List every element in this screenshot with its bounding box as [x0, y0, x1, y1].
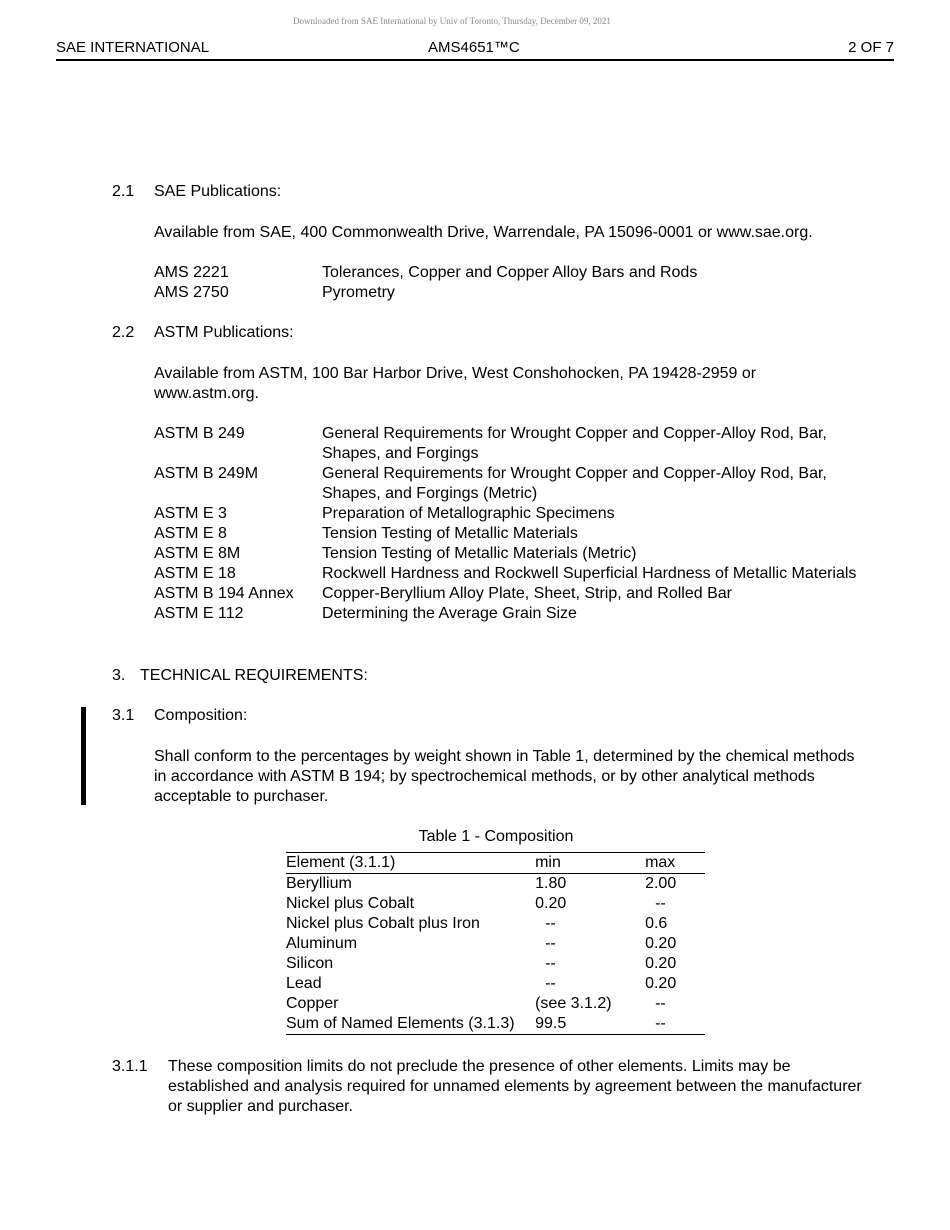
section-2-1-number: 2.1	[112, 183, 135, 200]
reference-title: General Requirements for Wrought Copper and Copper-Alloy Rod, Bar, Shapes, and Forgings (Metric)	[322, 465, 827, 502]
table-header-row	[286, 853, 705, 874]
section-3-1-1-text: These composition limits do not preclude the presence of other elements. Limits may be established and analysis required for unnamed elements by agreement between the manufacturer or supplier and purchaser.	[168, 1058, 862, 1115]
reference-title: Copper-Beryllium Alloy Plate, Sheet, Strip, and Rolled Bar	[322, 585, 732, 602]
table-caption: Table 1 - Composition	[418, 828, 574, 845]
max-cell: --	[645, 1014, 705, 1035]
table-row	[286, 974, 705, 994]
element-cell: Nickel plus Cobalt plus Iron	[286, 915, 480, 932]
min-cell: --	[545, 975, 556, 992]
table-row	[286, 1014, 705, 1035]
reference-row	[154, 564, 874, 584]
min-cell: --	[545, 955, 556, 972]
reference-title: Preparation of Metallographic Specimens	[322, 505, 615, 522]
reference-title: Pyrometry	[322, 284, 395, 301]
element-cell: Copper	[286, 995, 339, 1012]
column-header-min: min	[535, 853, 645, 874]
reference-code: AMS 2221	[154, 264, 229, 281]
element-cell: Aluminum	[286, 935, 358, 952]
section-2-2-availability: Available from ASTM, 100 Bar Harbor Drive, West Conshohocken, PA 19428-2959 or www.astm.org.	[154, 365, 757, 402]
section-3-1-1-number: 3.1.1	[112, 1058, 148, 1075]
max-cell: --	[655, 895, 666, 912]
header-page-number: 2 OF 7	[848, 39, 894, 56]
composition-table	[286, 852, 705, 1035]
min-cell: --	[545, 935, 556, 952]
reference-code: ASTM B 194 Annex	[154, 585, 294, 602]
min-cell: 0.20	[535, 895, 567, 912]
table-row	[286, 894, 705, 914]
reference-row	[154, 504, 874, 524]
min-cell: --	[545, 915, 556, 932]
table-row	[286, 874, 705, 895]
reference-title: Tension Testing of Metallic Materials	[322, 525, 578, 542]
revision-change-bar	[81, 707, 86, 805]
reference-title: Tolerances, Copper and Copper Alloy Bars and Rods	[322, 264, 698, 281]
element-cell: Silicon	[286, 955, 334, 972]
section-2-2-number: 2.2	[112, 324, 135, 341]
reference-code: ASTM E 8M	[154, 545, 241, 562]
column-header-element: Element (3.1.1)	[286, 853, 535, 874]
header-organization: SAE INTERNATIONAL	[56, 39, 210, 56]
table-row	[286, 914, 705, 934]
reference-code: AMS 2750	[154, 284, 229, 301]
max-cell: 0.6	[645, 915, 668, 932]
table-row	[286, 934, 705, 954]
astm-reference-list	[154, 424, 874, 624]
table-row	[286, 994, 705, 1014]
reference-row	[154, 283, 874, 303]
section-3-1-text: Shall conform to the percentages by weight shown in Table 1, determined by the chemical methods in accordance with ASTM B 194; by spectrochemical methods, or by other analytical methods acceptable to purchaser.	[154, 748, 855, 805]
reference-row	[154, 424, 874, 464]
min-cell: 99.5	[535, 1014, 645, 1035]
min-cell: (see 3.1.2)	[535, 995, 612, 1012]
reference-code: ASTM B 249M	[154, 465, 259, 482]
reference-title: Rockwell Hardness and Rockwell Superficial Hardness of Metallic Materials	[322, 565, 857, 582]
reference-code: ASTM E 112	[154, 605, 244, 622]
reference-code: ASTM E 8	[154, 525, 227, 542]
max-cell: --	[655, 995, 666, 1012]
reference-title: Tension Testing of Metallic Materials (Metric)	[322, 545, 637, 562]
section-2-1-availability: Available from SAE, 400 Commonwealth Drive, Warrendale, PA 15096-0001 or www.sae.org.	[154, 224, 813, 241]
element-cell: Beryllium	[286, 875, 352, 892]
element-cell: Lead	[286, 975, 322, 992]
download-watermark: Downloaded from SAE International by Univ of Toronto, Thursday, December 09, 2021	[293, 16, 611, 26]
reference-row	[154, 544, 874, 564]
column-header-max: max	[645, 853, 705, 874]
reference-title: General Requirements for Wrought Copper and Copper-Alloy Rod, Bar, Shapes, and Forgings	[322, 425, 827, 462]
max-cell: 0.20	[645, 935, 677, 952]
reference-row	[154, 464, 874, 504]
max-cell: 0.20	[645, 955, 677, 972]
min-cell: 1.80	[535, 875, 567, 892]
sae-reference-list	[154, 263, 874, 303]
reference-row	[154, 263, 874, 283]
reference-code: ASTM B 249	[154, 425, 245, 442]
reference-row	[154, 524, 874, 544]
max-cell: 0.20	[645, 975, 677, 992]
table-row	[286, 954, 705, 974]
reference-row	[154, 604, 874, 624]
reference-code: ASTM E 18	[154, 565, 236, 582]
reference-code: ASTM E 3	[154, 505, 227, 522]
section-3-title: TECHNICAL REQUIREMENTS:	[140, 667, 368, 684]
reference-title: Determining the Average Grain Size	[322, 605, 577, 622]
section-2-1-title: SAE Publications:	[154, 183, 282, 200]
section-3-1-number: 3.1	[112, 707, 135, 724]
max-cell: 2.00	[645, 875, 677, 892]
element-cell: Nickel plus Cobalt	[286, 895, 415, 912]
section-3-number: 3.	[112, 667, 126, 684]
reference-row	[154, 584, 874, 604]
page-header	[56, 39, 894, 61]
section-2-2-title: ASTM Publications:	[154, 324, 294, 341]
header-document-id: AMS4651™C	[428, 39, 520, 56]
section-3-1-title: Composition:	[154, 707, 248, 724]
element-cell: Sum of Named Elements (3.1.3)	[286, 1014, 535, 1035]
